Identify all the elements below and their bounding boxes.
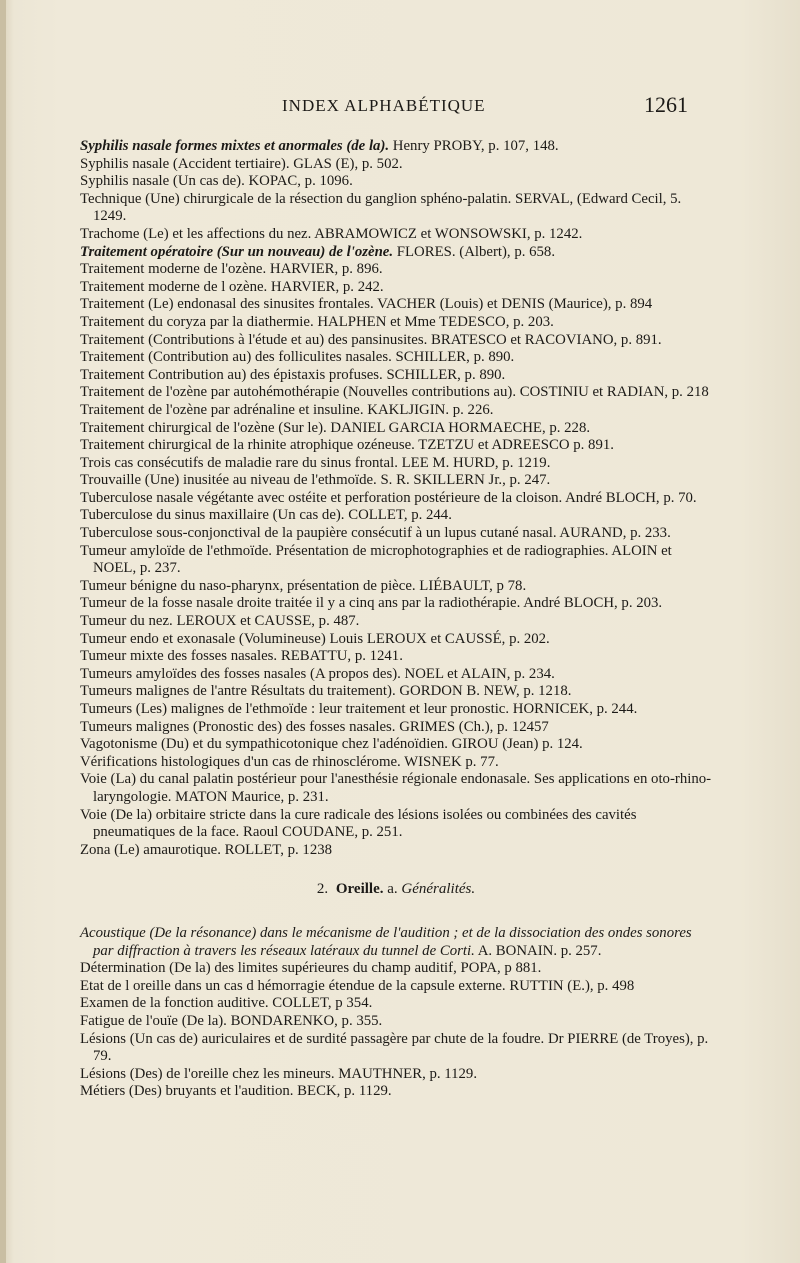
book-spine-shadow bbox=[0, 0, 6, 1263]
entry-text: Syphilis nasale (Un cas de). KOPAC, p. 1096. bbox=[80, 173, 353, 190]
index-entry bbox=[80, 384, 712, 402]
entry-text: Voie (La) du canal palatin postérieur pour l'anesthésie régionale endonasale. Ses applications en oto-rhino-laryngologie. MATON Maurice, p. 231. bbox=[80, 771, 712, 805]
entry-text: Vérifications histologiques d'un cas de rhinosclérome. WISNEK p. 77. bbox=[80, 753, 499, 770]
entry-text: Lésions (Un cas de) auriculaires et de surdité passagère par chute de la foudre. Dr PIERRE (de Troyes), p. 79. bbox=[80, 1030, 709, 1065]
index-entry bbox=[80, 156, 712, 174]
index-entry bbox=[80, 349, 712, 367]
index-entry bbox=[80, 595, 712, 613]
index-entry bbox=[80, 402, 712, 420]
index-content bbox=[80, 138, 712, 1101]
entry-text: Trouvaille (Une) inusitée au niveau de l'ethmoïde. S. R. SKILLERN Jr., p. 247. bbox=[80, 472, 551, 489]
subsection-name: Généralités. bbox=[401, 881, 476, 898]
index-entry bbox=[80, 925, 712, 960]
entry-text: Tumeur du nez. LEROUX et CAUSSE, p. 487. bbox=[80, 613, 360, 630]
index-entry bbox=[80, 138, 712, 156]
index-entry bbox=[80, 771, 712, 806]
index-entry bbox=[80, 525, 712, 543]
entry-title: Traitement opératoire (Sur un nouveau) de l'ozène. bbox=[80, 243, 394, 260]
entry-text: Traitement (Contribution au) des folliculites nasales. SCHILLER, p. 890. bbox=[80, 349, 515, 366]
section-name: Oreille. bbox=[335, 881, 384, 898]
entry-text: Vagotonisme (Du) et du sympathicotonique chez l'adénoïdien. GIROU (Jean) p. 124. bbox=[80, 736, 583, 753]
entry-text: Traitement Contribution au) des épistaxis profuses. SCHILLER, p. 890. bbox=[80, 366, 506, 383]
page-header bbox=[0, 92, 800, 120]
entry-text: Traitement (Le) endonasal des sinusites frontales. VACHER (Louis) et DENIS (Maurice), p. 894 bbox=[80, 296, 653, 313]
index-entry bbox=[80, 455, 712, 473]
index-entry bbox=[80, 613, 712, 631]
entry-text: Tumeurs malignes (Pronostic des) des fosses nasales. GRIMES (Ch.), p. 12457 bbox=[80, 718, 549, 735]
index-entry bbox=[80, 666, 712, 684]
entry-text: Fatigue de l'ouïe (De la). BONDARENKO, p. 355. bbox=[80, 1012, 383, 1029]
entry-title: Acoustique (De la résonance) dans le mécanisme de l'audition ; et de la dissociation des ondes sonores par diffraction à travers les réseaux latéraux du tunnel de Corti. bbox=[80, 924, 692, 959]
entry-text: Traitement moderne de l ozène. HARVIER, p. 242. bbox=[80, 278, 384, 295]
entry-text: Traitement moderne de l'ozène. HARVIER, p. 896. bbox=[80, 261, 383, 278]
entry-text: Tumeur endo et exonasale (Volumineuse) Louis LEROUX et CAUSSÉ, p. 202. bbox=[80, 630, 550, 647]
index-entry bbox=[80, 191, 712, 226]
index-list-nez bbox=[80, 138, 712, 859]
index-entry bbox=[80, 472, 712, 490]
entry-text: Détermination (De la) des limites supérieures du champ auditif, POPA, p 881. bbox=[80, 960, 542, 977]
index-entry bbox=[80, 1083, 712, 1101]
entry-text: Zona (Le) amaurotique. ROLLET, p. 1238 bbox=[80, 841, 333, 858]
page-number: 1261 bbox=[644, 92, 688, 117]
entry-text: Syphilis nasale (Accident tertiaire). GLAS (E), p. 502. bbox=[80, 155, 403, 172]
header-title: INDEX ALPHABÉTIQUE bbox=[282, 96, 486, 115]
index-entry bbox=[80, 960, 712, 978]
index-entry bbox=[80, 314, 712, 332]
entry-text: Traitement de l'ozène par autohémothérapie (Nouvelles contributions au). COSTINIU et RADIAN, p. 218 bbox=[80, 384, 709, 401]
index-entry bbox=[80, 226, 712, 244]
entry-text: Tuberculose nasale végétante avec ostéite et perforation postérieure de la cloison. André BLOCH, p. 70. bbox=[80, 489, 697, 506]
index-entry bbox=[80, 1031, 712, 1066]
index-entry bbox=[80, 736, 712, 754]
index-entry bbox=[80, 995, 712, 1013]
index-entry bbox=[80, 244, 712, 262]
entry-text: Tumeurs malignes de l'antre Résultats du traitement). GORDON B. NEW, p. 1218. bbox=[80, 683, 572, 700]
entry-title: Syphilis nasale formes mixtes et anormales (de la). bbox=[80, 138, 390, 154]
index-entry bbox=[80, 261, 712, 279]
entry-text: Etat de l oreille dans un cas d hémorragie étendue de la capsule externe. RUTTIN (E.), p. 498 bbox=[80, 977, 635, 994]
section-number: 2. bbox=[316, 881, 329, 898]
index-list-oreille bbox=[80, 925, 712, 1101]
entry-text: Trachome (Le) et les affections du nez. ABRAMOWICZ et WONSOWSKI, p. 1242. bbox=[80, 225, 583, 242]
index-entry bbox=[80, 978, 712, 996]
entry-text: Tumeurs amyloïdes des fosses nasales (A propos des). NOEL et ALAIN, p. 234. bbox=[80, 665, 555, 682]
index-entry bbox=[80, 683, 712, 701]
index-entry bbox=[80, 332, 712, 350]
index-entry bbox=[80, 754, 712, 772]
index-entry bbox=[80, 578, 712, 596]
entry-text: Métiers (Des) bruyants et l'audition. BECK, p. 1129. bbox=[80, 1083, 392, 1100]
index-entry bbox=[80, 543, 712, 578]
index-entry bbox=[80, 367, 712, 385]
index-entry bbox=[80, 648, 712, 666]
index-entry bbox=[80, 490, 712, 508]
entry-text: Traitement (Contributions à l'étude et au) des pansinusites. BRATESCO et RACOVIANO, p. 891. bbox=[80, 331, 662, 348]
entry-text: Lésions (Des) de l'oreille chez les mineurs. MAUTHNER, p. 1129. bbox=[80, 1065, 478, 1082]
entry-text: Traitement du coryza par la diathermie. HALPHEN et Mme TEDESCO, p. 203. bbox=[80, 313, 554, 330]
index-entry bbox=[80, 296, 712, 314]
index-entry bbox=[80, 420, 712, 438]
entry-text: Tumeur bénigne du naso-pharynx, présentation de pièce. LIÉBAULT, p 78. bbox=[80, 577, 527, 594]
entry-text: Trois cas consécutifs de maladie rare du sinus frontal. LEE M. HURD, p. 1219. bbox=[80, 454, 551, 471]
index-entry bbox=[80, 1066, 712, 1084]
entry-text: Examen de la fonction auditive. COLLET, p 354. bbox=[80, 995, 373, 1012]
index-entry bbox=[80, 279, 712, 297]
index-entry bbox=[80, 701, 712, 719]
index-entry bbox=[80, 1013, 712, 1031]
entry-text: Tuberculose sous-conjonctival de la paupière consécutif à un lupus cutané nasal. AURAND, p. 233. bbox=[80, 525, 671, 542]
index-entry bbox=[80, 173, 712, 191]
index-entry bbox=[80, 719, 712, 737]
entry-text: Traitement de l'ozène par adrénaline et insuline. KAKLJIGIN. p. 226. bbox=[80, 401, 494, 418]
index-entry bbox=[80, 807, 712, 842]
entry-text: Traitement chirurgical de la rhinite atrophique ozéneuse. TZETZU et ADREESCO p. 891. bbox=[80, 437, 614, 454]
entry-text: Tumeurs (Les) malignes de l'ethmoïde : leur traitement et leur pronostic. HORNICEK, p. 244. bbox=[80, 701, 638, 717]
index-entry bbox=[80, 507, 712, 525]
entry-text: Tumeur amyloïde de l'ethmoïde. Présentation de microphotographies et de radiographies. ALOIN et NOEL, p. 237. bbox=[80, 542, 672, 577]
entry-text: Technique (Une) chirurgicale de la résection du ganglion sphéno-palatin. SERVAL, (Edward Cecil, 5. 1249. bbox=[80, 190, 682, 225]
entry-text: FLORES. (Albert), p. 658. bbox=[393, 243, 556, 260]
index-entry bbox=[80, 631, 712, 649]
entry-text: Tuberculose du sinus maxillaire (Un cas de). COLLET, p. 244. bbox=[80, 507, 452, 524]
entry-text: Traitement chirurgical de l'ozène (Sur le). DANIEL GARCIA HORMAECHE, p. 228. bbox=[80, 419, 591, 436]
entry-text: Tumeur de la fosse nasale droite traitée il y a cinq ans par la radiothérapie. André BLOCH, p. 203. bbox=[80, 595, 663, 612]
entry-text: A. BONAIN. p. 257. bbox=[474, 942, 602, 959]
entry-text: Henry PROBY, p. 107, 148. bbox=[389, 138, 559, 154]
entry-text: Tumeur mixte des fosses nasales. REBATTU, p. 1241. bbox=[80, 648, 403, 665]
index-entry bbox=[80, 842, 712, 860]
section-heading bbox=[80, 881, 712, 899]
index-entry bbox=[80, 437, 712, 455]
entry-text: Voie (De la) orbitaire stricte dans la cure radicale des lésions isolées ou combinées des cavités pneumatiques de la face. Raoul COUDANE, p. 251. bbox=[80, 806, 637, 841]
subsection-letter: a. bbox=[387, 881, 398, 898]
